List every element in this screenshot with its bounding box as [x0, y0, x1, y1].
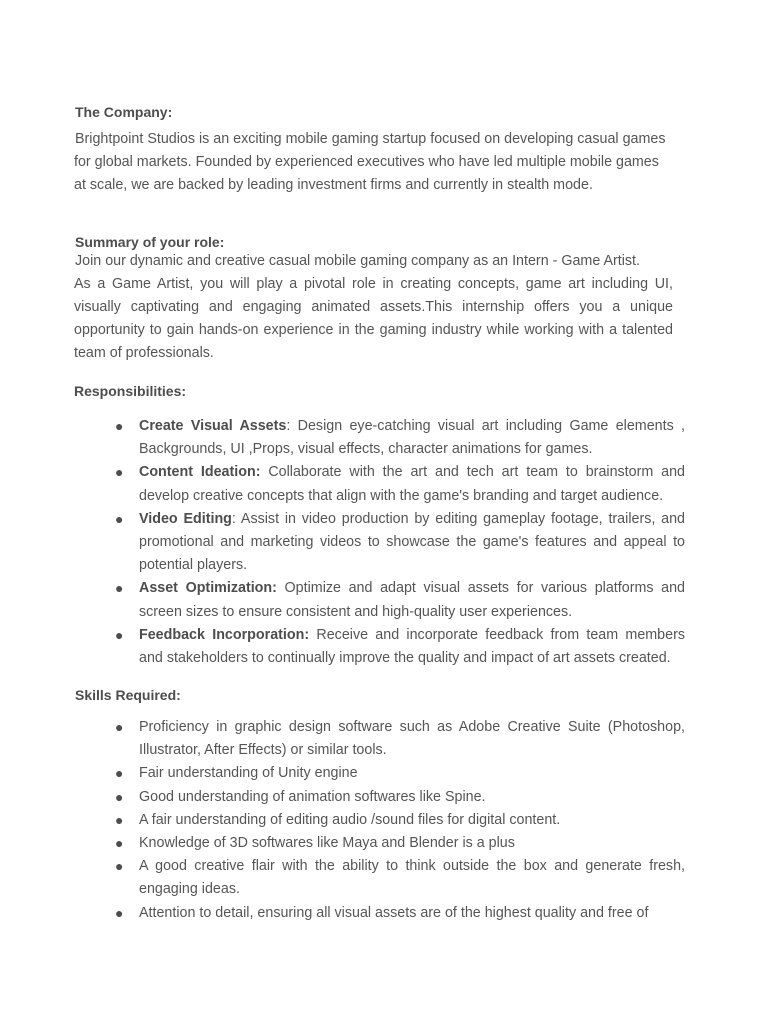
list-item [115, 577, 686, 623]
item-text: Collaborate with the art and tech art team to brainstorm and develop creative concepts that align with the game's branding and target audience. [139, 464, 686, 504]
summary-heading: Summary of your role: [75, 234, 225, 250]
list-item [115, 716, 685, 762]
item-text: Knowledge of 3D softwares like Maya and Blender is a plus [139, 835, 515, 852]
item-text: : Assist in video production by editing gameplay footage, trailers, and promotional and marketing videos to showcase the game's features and appeal to potential players. [139, 510, 685, 574]
item-term: Video Editing [139, 510, 232, 527]
summary-intro: Join our dynamic and creative casual mobile gaming company as an Intern - Game Artist. [75, 253, 640, 269]
list-item [115, 786, 685, 809]
responsibilities-list [115, 415, 686, 670]
bullet-icon: ● [115, 765, 124, 782]
company-line: at scale, we are backed by leading investment firms and currently in stealth mode. [74, 177, 593, 193]
item-text: A good creative flair with the ability to think outside the box and generate fresh, engaging ideas. [139, 858, 685, 898]
list-item [115, 461, 686, 507]
list-item [115, 902, 685, 925]
bullet-icon: ● [115, 418, 124, 434]
bullet-icon: ● [115, 858, 124, 875]
bullet-icon: ● [115, 719, 124, 735]
bullet-icon: ● [115, 626, 124, 643]
item-text: Good understanding of animation softwares like Spine. [139, 788, 486, 805]
item-term: Create Visual Assets [139, 418, 287, 434]
bullet-icon: ● [115, 510, 124, 527]
item-term: Feedback Incorporation: [139, 626, 310, 643]
list-item [115, 415, 685, 461]
bullet-icon: ● [115, 811, 124, 828]
company-line: for global markets. Founded by experienced executives who have led multiple mobile games [74, 154, 659, 170]
item-text: Fair understanding of Unity engine [139, 765, 358, 782]
bullet-icon: ● [115, 464, 124, 481]
list-item [115, 762, 685, 785]
skills-list [115, 716, 685, 925]
item-text: Proficiency in graphic design software such as Adobe Creative Suite (Photoshop, Illustrator, After Effects) or similar tools. [139, 719, 685, 759]
company-heading: The Company: [75, 104, 173, 120]
item-text: A fair understanding of editing audio /sound files for digital content. [139, 811, 561, 828]
list-item [115, 508, 685, 578]
list-item [115, 855, 685, 901]
item-term: Content Ideation: [139, 464, 261, 481]
list-item [115, 832, 685, 855]
item-text: Receive and incorporate feedback from team members and stakeholders to continually improve the quality and impact of art assets created. [139, 626, 685, 667]
bullet-icon: ● [115, 580, 124, 597]
summary-body: As a Game Artist, you will play a pivotal role in creating concepts, game art including UI, visually captivating and engaging animated assets.This internship offers you a unique opportunity to gain hands-on experience in the gaming industry while working with a talented team of professionals. [74, 276, 673, 361]
list-item [115, 809, 685, 832]
responsibilities-heading: Responsibilities: [74, 383, 187, 399]
item-text: : Design eye-catching visual art including Game elements , Backgrounds, UI ,Props, visual effects, character animations for games. [139, 418, 685, 458]
bullet-icon: ● [115, 835, 124, 852]
bullet-icon: ● [115, 788, 124, 805]
bullet-icon: ● [115, 904, 124, 921]
skills-heading: Skills Required: [75, 687, 181, 703]
item-term: Asset Optimization: [139, 580, 277, 597]
list-item [115, 624, 685, 670]
company-line: Brightpoint Studios is an exciting mobile gaming startup focused on developing casual games [75, 131, 666, 147]
item-text: Attention to detail, ensuring all visual assets are of the highest quality and free of [139, 904, 649, 921]
item-text: Optimize and adapt visual assets for various platforms and screen sizes to ensure consistent and high-quality user experiences. [139, 580, 686, 620]
